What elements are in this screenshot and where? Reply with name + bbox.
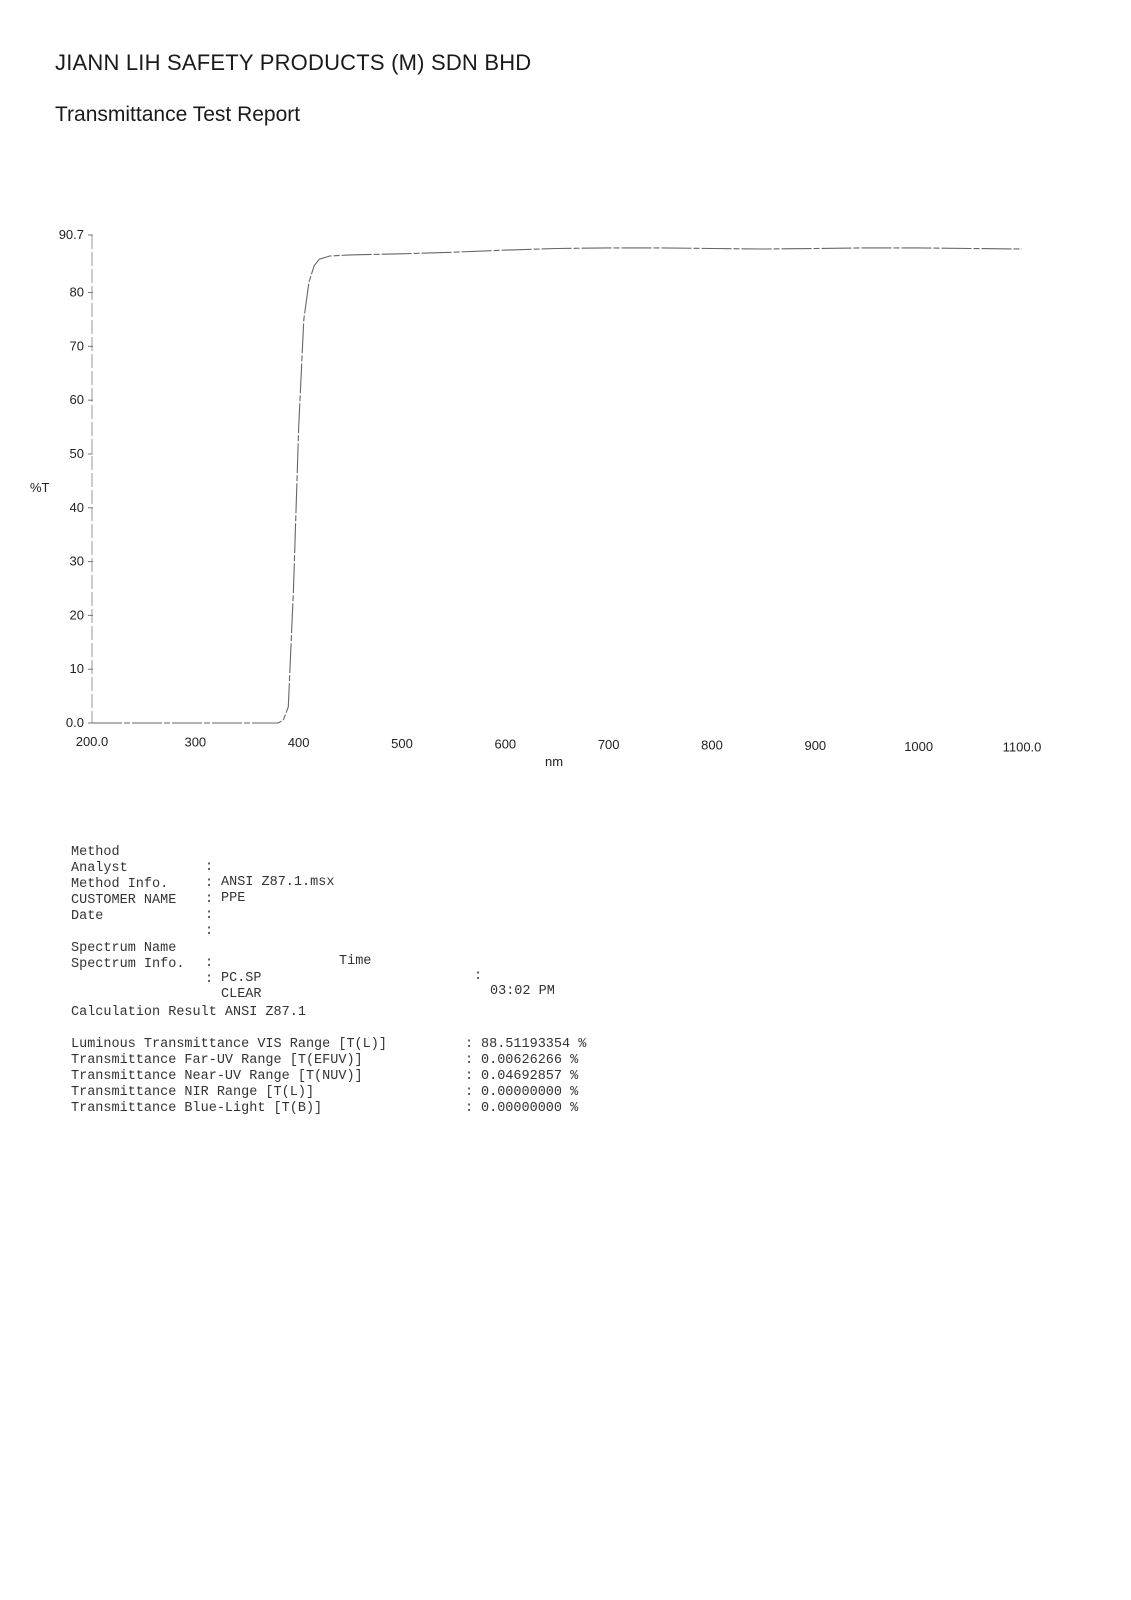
chart-series (92, 248, 1022, 723)
spectrum-info-value: CLEAR (221, 987, 262, 1002)
method-separator: : (205, 860, 214, 875)
y-tick-label: 50 (69, 445, 84, 461)
result-label: Transmittance Blue-Light [T(B)] (71, 1101, 323, 1116)
calculation-results (71, 1037, 671, 1127)
report-title: Transmittance Test Report (55, 103, 301, 126)
calculation-heading: Calculation Result ANSI Z87.1 (71, 1005, 306, 1020)
y-tick-label: 30 (69, 553, 84, 569)
x-tick-label: 300 (184, 734, 207, 750)
spectrum-name-value: PC.SP (221, 971, 262, 986)
spectrum-info-label: Spectrum Info. (71, 957, 185, 972)
method-info-separator: : (205, 892, 214, 907)
time-label: Time (339, 954, 372, 969)
date-separator: : (205, 924, 214, 939)
y-tick-label: 40 (69, 499, 84, 515)
result-separator: : (465, 1085, 474, 1100)
company-name: JIANN LIH SAFETY PRODUCTS (M) SDN BHD (55, 50, 532, 75)
y-tick-label: 70 (69, 338, 84, 354)
customer-name-label: CUSTOMER NAME (71, 893, 177, 908)
method-value: ANSI Z87.1.msx (221, 875, 335, 890)
time-value: 03:02 PM (490, 984, 555, 999)
analyst-value: PPE (221, 891, 246, 906)
x-tick-label: 600 (494, 736, 517, 752)
result-separator: : (465, 1037, 474, 1052)
spectrum-info-separator: : (205, 972, 214, 987)
time-separator: : (474, 969, 483, 984)
analyst-label: Analyst (71, 861, 128, 876)
result-value: 0.00626266 % (481, 1053, 579, 1068)
x-axis-label: nm (545, 754, 564, 769)
method-info-label: Method Info. (71, 877, 169, 892)
x-tick-label: 400 (287, 735, 310, 751)
y-tick-label: 10 (69, 661, 84, 677)
x-axis-ticks (76, 734, 1042, 754)
spectrum-name-separator: : (205, 956, 214, 971)
y-axis-ticks (59, 227, 93, 730)
result-separator: : (465, 1053, 474, 1068)
y-axis-label: %T (30, 480, 50, 495)
y-tick-label: 20 (69, 607, 84, 623)
result-label: Transmittance Far-UV Range [T(EFUV)] (71, 1053, 363, 1068)
x-tick-label: 200.0 (75, 734, 109, 749)
result-separator: : (465, 1101, 474, 1116)
date-label: Date (71, 909, 104, 924)
y-tick-label: 90.7 (58, 227, 84, 242)
result-value: 88.51193354 % (481, 1037, 587, 1052)
spectrum-name-label: Spectrum Name (71, 941, 177, 956)
x-tick-label: 900 (804, 738, 827, 754)
x-tick-label: 1100.0 (1002, 739, 1042, 755)
customer-separator: : (205, 908, 214, 923)
series-line (92, 248, 1022, 723)
result-label: Transmittance Near-UV Range [T(NUV)] (71, 1069, 363, 1084)
y-tick-label: 0.0 (65, 715, 84, 730)
result-label: Transmittance NIR Range [T(L)] (71, 1085, 315, 1100)
result-value: 0.00000000 % (481, 1101, 579, 1116)
analyst-separator: : (205, 876, 214, 891)
x-tick-label: 1000 (904, 738, 934, 754)
y-tick-label: 80 (69, 284, 84, 300)
x-tick-label: 700 (597, 737, 620, 752)
result-label: Luminous Transmittance VIS Range [T(L)] (71, 1037, 387, 1052)
result-separator: : (465, 1069, 474, 1084)
x-tick-label: 800 (701, 737, 723, 753)
result-value: 0.04692857 % (481, 1069, 579, 1084)
y-tick-label: 60 (69, 392, 84, 408)
x-tick-label: 500 (391, 735, 413, 751)
result-value: 0.00000000 % (481, 1085, 579, 1100)
method-label: Method (71, 845, 120, 860)
